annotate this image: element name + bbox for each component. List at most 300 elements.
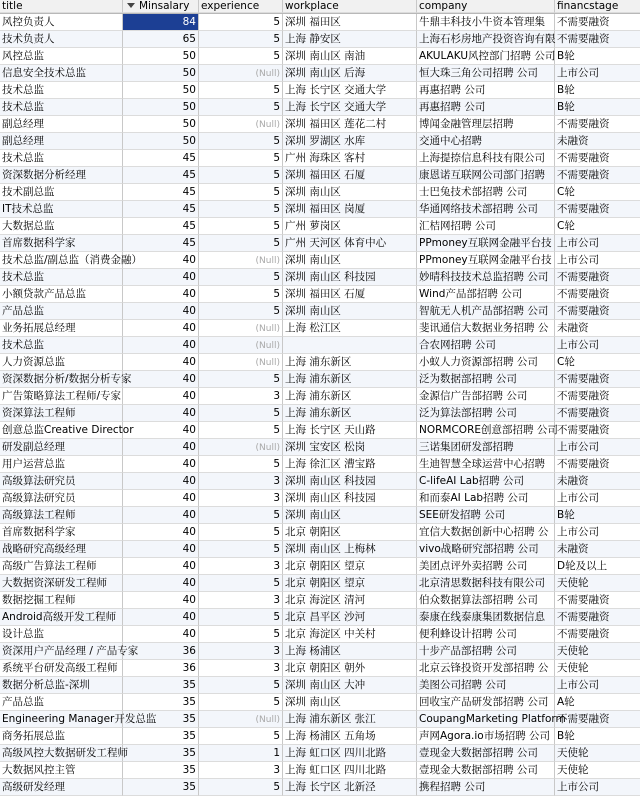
cell-title[interactable]: 产品总监: [0, 694, 123, 711]
cell-financstage[interactable]: B轮: [555, 82, 640, 99]
cell-financstage[interactable]: D轮及以上: [555, 558, 640, 575]
cell-workplace[interactable]: 上海 长宁区 交通大学: [283, 82, 417, 99]
cell-workplace[interactable]: 深圳 南山区 科技园: [283, 473, 417, 490]
cell-workplace[interactable]: 北京 海淀区 中关村: [283, 626, 417, 643]
table-row[interactable]: [0, 745, 640, 762]
cell-title[interactable]: 数据挖掘工程师: [0, 592, 123, 609]
cell-experience[interactable]: 5: [199, 779, 283, 796]
cell-experience[interactable]: 3: [199, 388, 283, 405]
cell-workplace[interactable]: 深圳 南山区 大冲: [283, 677, 417, 694]
cell-experience[interactable]: 5: [199, 82, 283, 99]
cell-title[interactable]: 高级算法研究员: [0, 473, 123, 490]
table-row[interactable]: [0, 677, 640, 694]
cell-financstage[interactable]: 未融资: [555, 133, 640, 150]
cell-company[interactable]: 再惠招聘 公司: [417, 82, 555, 99]
cell-experience[interactable]: 1: [199, 745, 283, 762]
cell-title[interactable]: 战略研究高级经理: [0, 541, 123, 558]
cell-minsalary[interactable]: 65: [123, 31, 199, 48]
cell-workplace[interactable]: 深圳 南山区: [283, 694, 417, 711]
cell-company[interactable]: 十步产品部招聘 公司: [417, 643, 555, 660]
cell-title[interactable]: 商务拓展总监: [0, 728, 123, 745]
cell-financstage[interactable]: C轮: [555, 184, 640, 201]
cell-financstage[interactable]: 上市公司: [555, 490, 640, 507]
table-row[interactable]: [0, 65, 640, 82]
cell-experience[interactable]: 5: [199, 728, 283, 745]
cell-financstage[interactable]: B轮: [555, 99, 640, 116]
cell-minsalary[interactable]: 50: [123, 48, 199, 65]
cell-financstage[interactable]: B轮: [555, 507, 640, 524]
cell-title[interactable]: 高级广告算法工程师: [0, 558, 123, 575]
cell-workplace[interactable]: 深圳 福田区 莲花二村: [283, 116, 417, 133]
cell-workplace[interactable]: 深圳 南山区 科技园: [283, 269, 417, 286]
cell-experience[interactable]: 5: [199, 286, 283, 303]
cell-title[interactable]: 数据分析总监-深圳: [0, 677, 123, 694]
table-row[interactable]: [0, 99, 640, 116]
cell-minsalary[interactable]: 40: [123, 558, 199, 575]
table-row[interactable]: [0, 337, 640, 354]
table-row[interactable]: [0, 167, 640, 184]
cell-experience[interactable]: 3: [199, 643, 283, 660]
cell-financstage[interactable]: 上市公司: [555, 779, 640, 796]
table-row[interactable]: [0, 473, 640, 490]
cell-company[interactable]: 携程招聘 公司: [417, 779, 555, 796]
cell-experience[interactable]: 5: [199, 99, 283, 116]
cell-company[interactable]: CoupangMarketing Platform: [417, 711, 555, 728]
table-row[interactable]: [0, 150, 640, 167]
cell-workplace[interactable]: 深圳 南山区: [283, 507, 417, 524]
cell-minsalary[interactable]: 35: [123, 711, 199, 728]
table-row[interactable]: [0, 252, 640, 269]
cell-company[interactable]: 交通中心招聘: [417, 133, 555, 150]
cell-experience[interactable]: 3: [199, 490, 283, 507]
cell-company[interactable]: 壹现金大数据部招聘 公司: [417, 762, 555, 779]
cell-title[interactable]: 小额贷款产品总监: [0, 286, 123, 303]
cell-minsalary[interactable]: 36: [123, 643, 199, 660]
cell-financstage[interactable]: 不需要融资: [555, 626, 640, 643]
cell-workplace[interactable]: 深圳 南山区 科技园: [283, 490, 417, 507]
table-row[interactable]: [0, 779, 640, 796]
cell-company[interactable]: 康恩诺互联网公司部门招聘: [417, 167, 555, 184]
cell-workplace[interactable]: 上海 浦东新区: [283, 388, 417, 405]
cell-experience[interactable]: 5: [199, 609, 283, 626]
cell-financstage[interactable]: 上市公司: [555, 65, 640, 82]
cell-financstage[interactable]: 不需要融资: [555, 371, 640, 388]
cell-experience[interactable]: 5: [199, 150, 283, 167]
cell-minsalary[interactable]: 40: [123, 490, 199, 507]
table-row[interactable]: [0, 456, 640, 473]
cell-workplace[interactable]: 上海 杨浦区: [283, 643, 417, 660]
table-row[interactable]: [0, 218, 640, 235]
cell-minsalary[interactable]: 40: [123, 626, 199, 643]
cell-workplace[interactable]: 上海 长宁区 天山路: [283, 422, 417, 439]
cell-financstage[interactable]: 天使轮: [555, 643, 640, 660]
cell-company[interactable]: 生迪智慧全球运营中心招聘: [417, 456, 555, 473]
cell-company[interactable]: PPmoney互联网金融平台技: [417, 235, 555, 252]
cell-financstage[interactable]: 不需要融资: [555, 269, 640, 286]
table-row[interactable]: [0, 524, 640, 541]
table-row[interactable]: [0, 371, 640, 388]
cell-minsalary[interactable]: 40: [123, 388, 199, 405]
cell-minsalary[interactable]: 40: [123, 252, 199, 269]
cell-company[interactable]: vivo战略研究部招聘 公司: [417, 541, 555, 558]
cell-title[interactable]: 高级风控大数据研发工程师: [0, 745, 123, 762]
cell-workplace[interactable]: 北京 朝阳区 望京: [283, 558, 417, 575]
cell-workplace[interactable]: 上海 长宁区 北新泾: [283, 779, 417, 796]
cell-company[interactable]: AKULAKU风控部门招聘 公司: [417, 48, 555, 65]
cell-experience[interactable]: 5: [199, 575, 283, 592]
cell-financstage[interactable]: 上市公司: [555, 337, 640, 354]
cell-financstage[interactable]: 不需要融资: [555, 116, 640, 133]
cell-title[interactable]: 人力资源总监: [0, 354, 123, 371]
cell-title[interactable]: 信息安全技术总监: [0, 65, 123, 82]
cell-experience[interactable]: 3: [199, 592, 283, 609]
cell-company[interactable]: 士巴兔技术部招聘 公司: [417, 184, 555, 201]
cell-financstage[interactable]: 不需要融资: [555, 456, 640, 473]
table-row[interactable]: [0, 541, 640, 558]
cell-experience[interactable]: [199, 439, 283, 456]
cell-financstage[interactable]: C轮: [555, 218, 640, 235]
cell-experience[interactable]: 3: [199, 558, 283, 575]
cell-financstage[interactable]: A轮: [555, 694, 640, 711]
cell-company[interactable]: 北京清思数据科技有限公司: [417, 575, 555, 592]
cell-minsalary[interactable]: 40: [123, 354, 199, 371]
cell-company[interactable]: 泛为数据部招聘 公司: [417, 371, 555, 388]
cell-minsalary[interactable]: 40: [123, 541, 199, 558]
cell-financstage[interactable]: B轮: [555, 48, 640, 65]
cell-title[interactable]: 首席数据科学家: [0, 235, 123, 252]
cell-title[interactable]: 资深数据分析/数据分析专家: [0, 371, 123, 388]
table-row[interactable]: [0, 14, 640, 31]
cell-financstage[interactable]: 天使轮: [555, 660, 640, 677]
cell-title[interactable]: IT技术总监: [0, 201, 123, 218]
cell-workplace[interactable]: [283, 337, 417, 354]
cell-company[interactable]: 华通网络技术部招聘 公司: [417, 201, 555, 218]
cell-title[interactable]: 技术总监: [0, 269, 123, 286]
column-header-experience[interactable]: experience: [199, 0, 283, 13]
cell-workplace[interactable]: 北京 昌平区 沙河: [283, 609, 417, 626]
cell-company[interactable]: 斐讯通信大数据业务招聘 公: [417, 320, 555, 337]
column-header-title[interactable]: title: [0, 0, 123, 13]
cell-title[interactable]: 大数据总监: [0, 218, 123, 235]
cell-experience[interactable]: 5: [199, 218, 283, 235]
cell-title[interactable]: 技术总监: [0, 99, 123, 116]
cell-workplace[interactable]: 上海 浦东新区: [283, 354, 417, 371]
cell-title[interactable]: 高级研发经理: [0, 779, 123, 796]
cell-minsalary[interactable]: 40: [123, 371, 199, 388]
cell-company[interactable]: 回收宝产品研发部招聘 公司: [417, 694, 555, 711]
cell-workplace[interactable]: 上海 徐汇区 漕宝路: [283, 456, 417, 473]
cell-workplace[interactable]: 深圳 罗湖区 水库: [283, 133, 417, 150]
cell-workplace[interactable]: 上海 浦东新区: [283, 371, 417, 388]
cell-title[interactable]: 副总经理: [0, 133, 123, 150]
cell-title[interactable]: 设计总监: [0, 626, 123, 643]
cell-minsalary[interactable]: 84: [123, 14, 199, 31]
table-row[interactable]: [0, 728, 640, 745]
cell-financstage[interactable]: 天使轮: [555, 575, 640, 592]
cell-experience[interactable]: 5: [199, 133, 283, 150]
cell-financstage[interactable]: 天使轮: [555, 762, 640, 779]
cell-financstage[interactable]: 天使轮: [555, 745, 640, 762]
cell-minsalary[interactable]: 40: [123, 524, 199, 541]
cell-financstage[interactable]: 上市公司: [555, 677, 640, 694]
cell-experience[interactable]: [199, 65, 283, 82]
cell-financstage[interactable]: 不需要融资: [555, 14, 640, 31]
cell-workplace[interactable]: 广州 天河区 体育中心: [283, 235, 417, 252]
table-row[interactable]: [0, 286, 640, 303]
cell-financstage[interactable]: 不需要融资: [555, 711, 640, 728]
cell-financstage[interactable]: 不需要融资: [555, 303, 640, 320]
cell-financstage[interactable]: 上市公司: [555, 235, 640, 252]
cell-title[interactable]: 大数据风控主管: [0, 762, 123, 779]
cell-minsalary[interactable]: 35: [123, 762, 199, 779]
cell-financstage[interactable]: 不需要融资: [555, 167, 640, 184]
cell-company[interactable]: 牛鼎丰科技小牛资本管理集: [417, 14, 555, 31]
cell-company[interactable]: 小蚁人力资源部招聘 公司: [417, 354, 555, 371]
cell-workplace[interactable]: 深圳 福田区 石厦: [283, 286, 417, 303]
cell-minsalary[interactable]: 50: [123, 133, 199, 150]
cell-minsalary[interactable]: 50: [123, 82, 199, 99]
cell-company[interactable]: 再惠招聘 公司: [417, 99, 555, 116]
cell-title[interactable]: 资深数据分析经理: [0, 167, 123, 184]
cell-minsalary[interactable]: 40: [123, 456, 199, 473]
cell-minsalary[interactable]: 35: [123, 728, 199, 745]
cell-company[interactable]: NORMCORE创意部招聘 公司: [417, 422, 555, 439]
cell-experience[interactable]: 5: [199, 524, 283, 541]
table-row[interactable]: [0, 235, 640, 252]
sort-descending-icon[interactable]: [127, 3, 135, 8]
cell-workplace[interactable]: 深圳 南山区: [283, 252, 417, 269]
table-row[interactable]: [0, 626, 640, 643]
cell-company[interactable]: 智航无人机产品部招聘 公司: [417, 303, 555, 320]
cell-minsalary[interactable]: 45: [123, 201, 199, 218]
cell-financstage[interactable]: C轮: [555, 354, 640, 371]
cell-minsalary[interactable]: 45: [123, 235, 199, 252]
cell-title[interactable]: 创意总监Creative Director: [0, 422, 123, 439]
cell-company[interactable]: 合农网招聘 公司: [417, 337, 555, 354]
cell-financstage[interactable]: 上市公司: [555, 439, 640, 456]
cell-experience[interactable]: [199, 320, 283, 337]
cell-experience[interactable]: 5: [199, 269, 283, 286]
cell-minsalary[interactable]: 35: [123, 779, 199, 796]
cell-financstage[interactable]: 未融资: [555, 541, 640, 558]
cell-minsalary[interactable]: 45: [123, 150, 199, 167]
cell-company[interactable]: 宜信大数据创新中心招聘 公: [417, 524, 555, 541]
cell-experience[interactable]: 3: [199, 473, 283, 490]
cell-financstage[interactable]: 不需要融资: [555, 31, 640, 48]
cell-workplace[interactable]: 北京 朝阳区 朝外: [283, 660, 417, 677]
table-row[interactable]: [0, 184, 640, 201]
cell-experience[interactable]: 3: [199, 660, 283, 677]
cell-experience[interactable]: 3: [199, 762, 283, 779]
cell-experience[interactable]: 5: [199, 541, 283, 558]
cell-workplace[interactable]: 北京 朝阳区 望京: [283, 575, 417, 592]
cell-company[interactable]: 美团点评外卖招聘 公司: [417, 558, 555, 575]
cell-experience[interactable]: 5: [199, 456, 283, 473]
cell-company[interactable]: SEE研发招聘 公司: [417, 507, 555, 524]
cell-experience[interactable]: 5: [199, 48, 283, 65]
table-row[interactable]: [0, 694, 640, 711]
cell-title[interactable]: 资深算法工程师: [0, 405, 123, 422]
cell-title[interactable]: 系统平台研发高级工程师: [0, 660, 123, 677]
cell-financstage[interactable]: B轮: [555, 728, 640, 745]
cell-workplace[interactable]: 广州 萝岗区: [283, 218, 417, 235]
cell-workplace[interactable]: 深圳 南山区 后海: [283, 65, 417, 82]
cell-financstage[interactable]: 不需要融资: [555, 388, 640, 405]
table-row[interactable]: [0, 116, 640, 133]
table-row[interactable]: [0, 201, 640, 218]
cell-minsalary[interactable]: 40: [123, 337, 199, 354]
cell-company[interactable]: 汇桔网招聘 公司: [417, 218, 555, 235]
cell-title[interactable]: 产品总监: [0, 303, 123, 320]
cell-company[interactable]: 泰康在线泰康集团数据信息: [417, 609, 555, 626]
cell-minsalary[interactable]: 45: [123, 218, 199, 235]
cell-company[interactable]: 壹现金大数据部招聘 公司: [417, 745, 555, 762]
cell-company[interactable]: PPmoney互联网金融平台技: [417, 252, 555, 269]
cell-experience[interactable]: 5: [199, 422, 283, 439]
cell-financstage[interactable]: 上市公司: [555, 252, 640, 269]
column-header-company[interactable]: company: [417, 0, 555, 13]
cell-experience[interactable]: 5: [199, 626, 283, 643]
cell-minsalary[interactable]: 40: [123, 592, 199, 609]
table-row[interactable]: [0, 31, 640, 48]
cell-company[interactable]: 上海石杉房地产投资咨询有限: [417, 31, 555, 48]
cell-minsalary[interactable]: 40: [123, 269, 199, 286]
cell-financstage[interactable]: 不需要融资: [555, 609, 640, 626]
table-row[interactable]: [0, 405, 640, 422]
cell-minsalary[interactable]: 35: [123, 745, 199, 762]
cell-minsalary[interactable]: 40: [123, 439, 199, 456]
cell-title[interactable]: 技术总监: [0, 337, 123, 354]
cell-workplace[interactable]: 深圳 南山区 南油: [283, 48, 417, 65]
cell-workplace[interactable]: 深圳 福田区: [283, 14, 417, 31]
cell-workplace[interactable]: 深圳 南山区 上梅林: [283, 541, 417, 558]
cell-financstage[interactable]: 不需要融资: [555, 422, 640, 439]
cell-title[interactable]: 技术总监: [0, 150, 123, 167]
table-row[interactable]: [0, 82, 640, 99]
cell-experience[interactable]: [199, 354, 283, 371]
cell-workplace[interactable]: 广州 海珠区 客村: [283, 150, 417, 167]
cell-experience[interactable]: 5: [199, 677, 283, 694]
cell-minsalary[interactable]: 45: [123, 184, 199, 201]
cell-workplace[interactable]: 上海 浦东新区 张江: [283, 711, 417, 728]
cell-minsalary[interactable]: 40: [123, 609, 199, 626]
cell-experience[interactable]: [199, 711, 283, 728]
table-row[interactable]: [0, 575, 640, 592]
cell-minsalary[interactable]: 40: [123, 320, 199, 337]
cell-financstage[interactable]: 上市公司: [555, 524, 640, 541]
cell-minsalary[interactable]: 50: [123, 99, 199, 116]
cell-title[interactable]: 高级算法研究员: [0, 490, 123, 507]
cell-company[interactable]: 声网Agora.io市场招聘 公司: [417, 728, 555, 745]
cell-minsalary[interactable]: 45: [123, 167, 199, 184]
cell-company[interactable]: 便利蜂设计招聘 公司: [417, 626, 555, 643]
cell-company[interactable]: 妙晴科技技术总监招聘 公司: [417, 269, 555, 286]
cell-minsalary[interactable]: 40: [123, 473, 199, 490]
cell-title[interactable]: Engineering Manager开发总监: [0, 711, 123, 728]
cell-workplace[interactable]: 上海 松江区: [283, 320, 417, 337]
cell-title[interactable]: 首席数据科学家: [0, 524, 123, 541]
table-row[interactable]: [0, 762, 640, 779]
cell-experience[interactable]: 5: [199, 405, 283, 422]
cell-minsalary[interactable]: 40: [123, 303, 199, 320]
cell-company[interactable]: 伯众数据算法部招聘 公司: [417, 592, 555, 609]
cell-title[interactable]: 风控总监: [0, 48, 123, 65]
cell-workplace[interactable]: 北京 海淀区 清河: [283, 592, 417, 609]
cell-company[interactable]: 金源信广告部招聘 公司: [417, 388, 555, 405]
cell-minsalary[interactable]: 36: [123, 660, 199, 677]
cell-financstage[interactable]: 未融资: [555, 320, 640, 337]
cell-company[interactable]: 泛为算法部招聘 公司: [417, 405, 555, 422]
cell-experience[interactable]: [199, 337, 283, 354]
table-row[interactable]: [0, 660, 640, 677]
cell-workplace[interactable]: 上海 浦东新区: [283, 405, 417, 422]
cell-minsalary[interactable]: 40: [123, 575, 199, 592]
cell-experience[interactable]: 5: [199, 371, 283, 388]
cell-title[interactable]: 研发副总经理: [0, 439, 123, 456]
table-row[interactable]: [0, 269, 640, 286]
cell-workplace[interactable]: 北京 朝阳区: [283, 524, 417, 541]
cell-minsalary[interactable]: 50: [123, 65, 199, 82]
cell-minsalary[interactable]: 40: [123, 422, 199, 439]
cell-company[interactable]: C-lifeAI Lab招聘 公司: [417, 473, 555, 490]
cell-experience[interactable]: 5: [199, 694, 283, 711]
cell-experience[interactable]: 5: [199, 201, 283, 218]
table-row[interactable]: [0, 354, 640, 371]
cell-company[interactable]: 上海提捺信息科技有限公司: [417, 150, 555, 167]
cell-title[interactable]: 技术副总监: [0, 184, 123, 201]
cell-minsalary[interactable]: 40: [123, 405, 199, 422]
cell-company[interactable]: 博闻金融管理层招聘: [417, 116, 555, 133]
cell-workplace[interactable]: 深圳 南山区: [283, 184, 417, 201]
table-row[interactable]: [0, 558, 640, 575]
cell-title[interactable]: 风控负责人: [0, 14, 123, 31]
cell-company[interactable]: 北京云锋投资开发部招聘 公: [417, 660, 555, 677]
cell-workplace[interactable]: 深圳 南山区: [283, 303, 417, 320]
table-row[interactable]: [0, 490, 640, 507]
cell-title[interactable]: 高级算法工程师: [0, 507, 123, 524]
cell-minsalary[interactable]: 50: [123, 116, 199, 133]
table-row[interactable]: [0, 48, 640, 65]
cell-title[interactable]: 广告策略算法工程师/专家: [0, 388, 123, 405]
table-row[interactable]: [0, 643, 640, 660]
cell-minsalary[interactable]: 35: [123, 694, 199, 711]
cell-minsalary[interactable]: 35: [123, 677, 199, 694]
cell-workplace[interactable]: 上海 虹口区 四川北路: [283, 745, 417, 762]
cell-experience[interactable]: 5: [199, 14, 283, 31]
cell-title[interactable]: 业务拓展总经理: [0, 320, 123, 337]
cell-company[interactable]: Wind产品部招聘 公司: [417, 286, 555, 303]
cell-title[interactable]: 技术负责人: [0, 31, 123, 48]
cell-workplace[interactable]: 深圳 宝安区 松岗: [283, 439, 417, 456]
cell-company[interactable]: 美图公司招聘 公司: [417, 677, 555, 694]
cell-company[interactable]: 三诺集团研发部招聘: [417, 439, 555, 456]
cell-title[interactable]: 用户运营总监: [0, 456, 123, 473]
cell-experience[interactable]: 5: [199, 507, 283, 524]
cell-workplace[interactable]: 上海 虹口区 四川北路: [283, 762, 417, 779]
cell-workplace[interactable]: 上海 杨浦区 五角场: [283, 728, 417, 745]
table-row[interactable]: [0, 592, 640, 609]
cell-experience[interactable]: 5: [199, 31, 283, 48]
cell-workplace[interactable]: 上海 长宁区 交通大学: [283, 99, 417, 116]
cell-title[interactable]: Android高级开发工程师: [0, 609, 123, 626]
cell-experience[interactable]: 5: [199, 184, 283, 201]
cell-minsalary[interactable]: 40: [123, 286, 199, 303]
table-row[interactable]: [0, 422, 640, 439]
table-row[interactable]: [0, 711, 640, 728]
cell-financstage[interactable]: 不需要融资: [555, 150, 640, 167]
table-row[interactable]: [0, 320, 640, 337]
cell-experience[interactable]: 5: [199, 235, 283, 252]
